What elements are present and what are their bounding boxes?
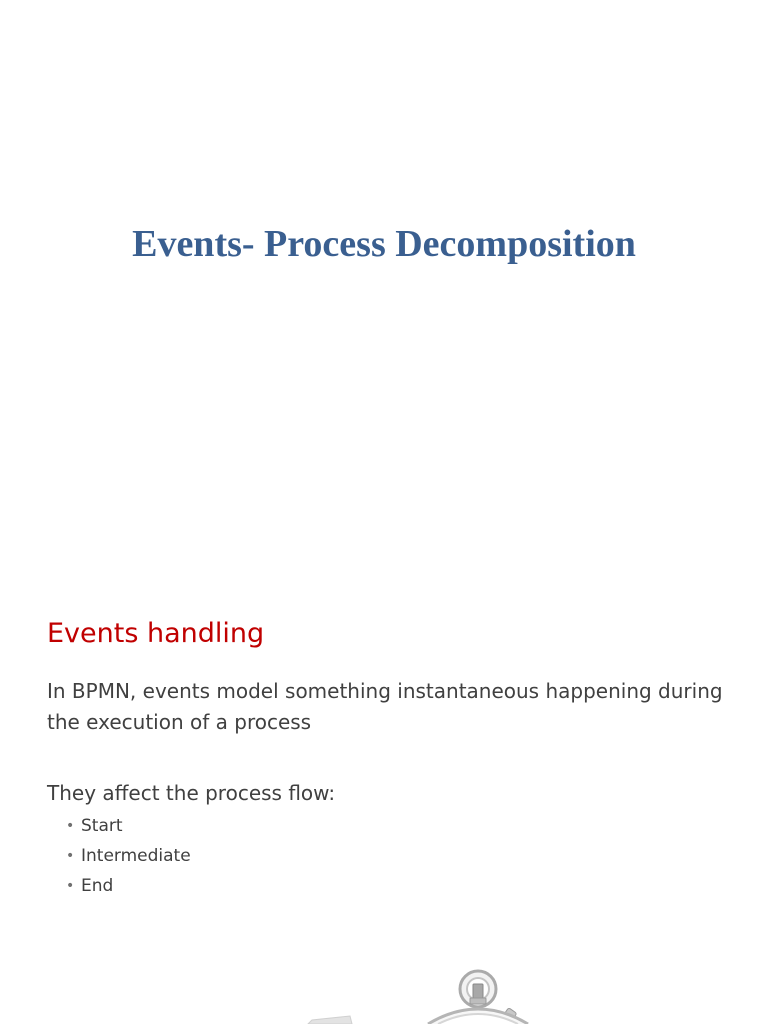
list-item	[66, 871, 191, 901]
body-paragraph-events-definition: In BPMN, events model something instantaneous happening during the execution of a process	[47, 679, 723, 734]
list-item-label: Start	[81, 816, 123, 836]
bullet-icon: •	[66, 848, 75, 864]
bullet-list	[66, 811, 191, 901]
bullet-icon: •	[66, 878, 75, 894]
slide-title: Events- Process Decomposition	[132, 223, 636, 265]
list-item-label: Intermediate	[81, 846, 191, 866]
list-item	[66, 841, 191, 871]
section-heading: Events handling	[47, 618, 265, 649]
list-item-label: End	[81, 876, 114, 896]
list-item	[66, 811, 191, 841]
stopwatch-icon	[300, 964, 540, 1024]
bullet-icon: •	[66, 818, 75, 834]
body-paragraph-process-flow: They affect the process flow:	[47, 781, 336, 805]
